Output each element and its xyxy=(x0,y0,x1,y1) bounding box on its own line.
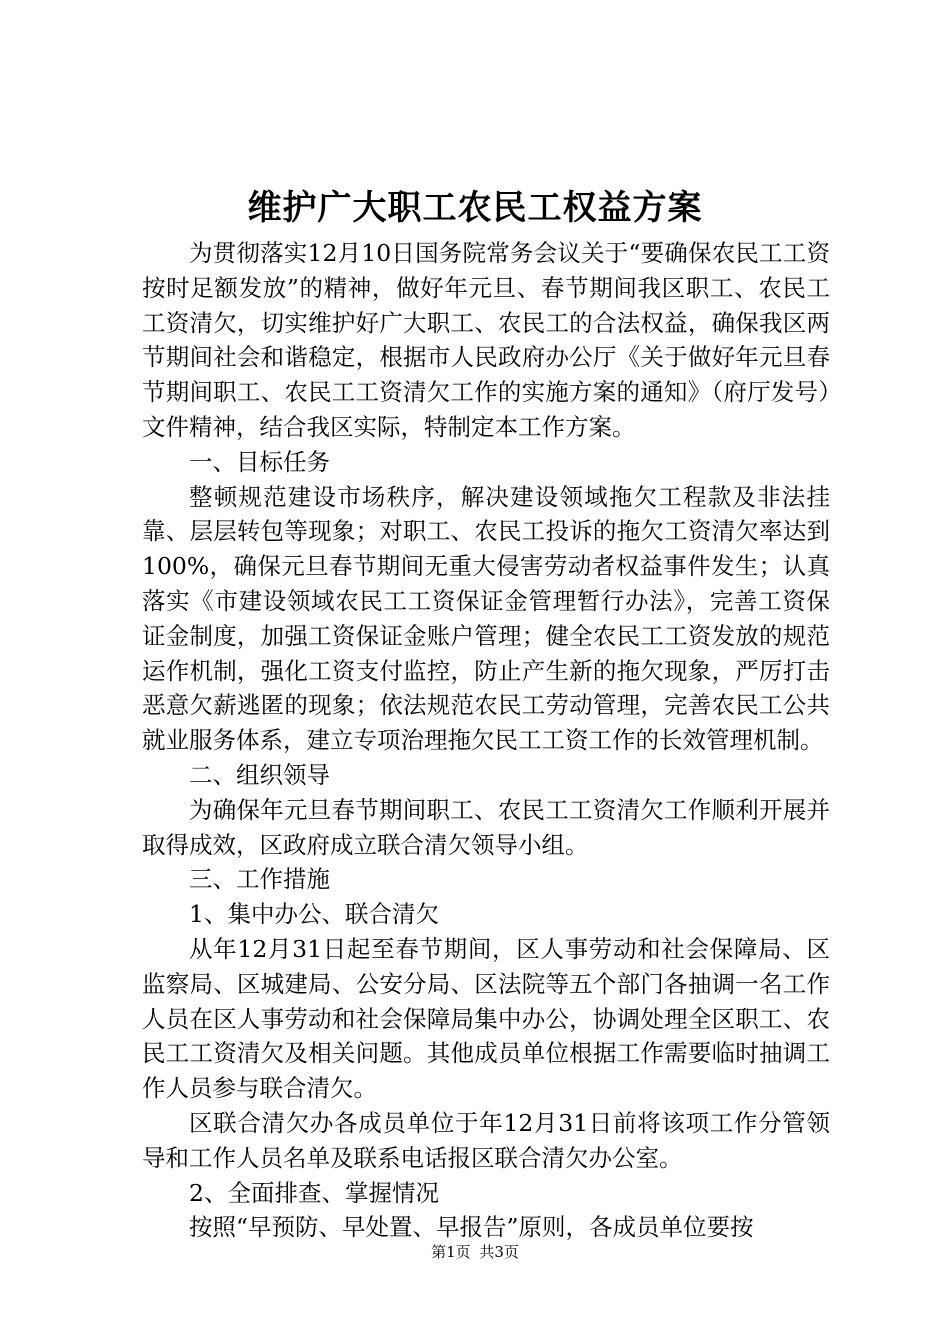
subheading-centralized-office: 1、集中办公、联合清欠 xyxy=(189,900,439,929)
paragraph-centralized-office: 从年12月31日起至春节期间，区人事劳动和社会保障局、区监察局、区城建局、公安分局、区法院等五个部门各抽调一名工作人员在区人事劳动和社会保障局集中办公，协调处理全区职工、农民工工资清欠及相关问题。其他成员单位根据工作需要临时抽调工作人员参与联合清欠。 xyxy=(142,934,830,1103)
paragraph-investigation: 按照“早预防、早处置、早报告”原则，各成员单位要按 xyxy=(189,1213,754,1242)
paragraph-goals: 整顿规范建设市场秩序，解决建设领域拖欠工程款及非法挂靠、层层转包等现象；对职工、农民工投诉的拖欠工资清欠率达到100%，确保元旦春节期间无重大侵害劳动者权益事件发生；认真落实《市建设领域农民工工资保证金管理暂行办法》，完善工资保证金制度，加强工资保证金账户管理；健全农民工工资发放的规范运作机制，强化工资支付监控，防止产生新的拖欠现象，严厉打击恶意欠薪逃匿的现象；依法规范农民工劳动管理，完善农民工公共就业服务体系，建立专项治理拖欠民工工资工作的长效管理机制。 xyxy=(142,482,830,755)
section-heading-measures: 三、工作措施 xyxy=(189,865,330,894)
section-heading-goals: 一、目标任务 xyxy=(189,447,330,476)
section-heading-organization: 二、组织领导 xyxy=(189,760,330,789)
paragraph-organization: 为确保年元旦春节期间职工、农民工工资清欠工作顺利开展并取得成效，区政府成立联合清欠领导小组。 xyxy=(142,795,830,859)
page-total: 共3页 xyxy=(479,1243,519,1261)
document-body xyxy=(142,236,830,1245)
paragraph-report-list: 区联合清欠办各成员单位于年12月31日前将该项工作分管领导和工作人员名单及联系电话报区联合清欠办公室。 xyxy=(142,1108,830,1172)
subheading-investigation: 2、全面排查、掌握情况 xyxy=(189,1178,439,1207)
paragraph-intro: 为贯彻落实12月10日国务院常务会议关于“要确保农民工工资按时足额发放”的精神，做好年元旦、春节期间我区职工、农民工工资清欠，切实维护好广大职工、农民工的合法权益，确保我区两节期间社会和谐稳定，根据市人民政府办公厅《关于做好年元旦春节期间职工、农民工工资清欠工作的实施方案的通知》（府厅发号）文件精神，结合我区实际，特制定本工作方案。 xyxy=(142,239,830,441)
page-number: 第1页 xyxy=(431,1243,471,1261)
page-footer xyxy=(0,1240,950,1264)
document-title: 维护广大职工农民工权益方案 xyxy=(247,188,703,228)
